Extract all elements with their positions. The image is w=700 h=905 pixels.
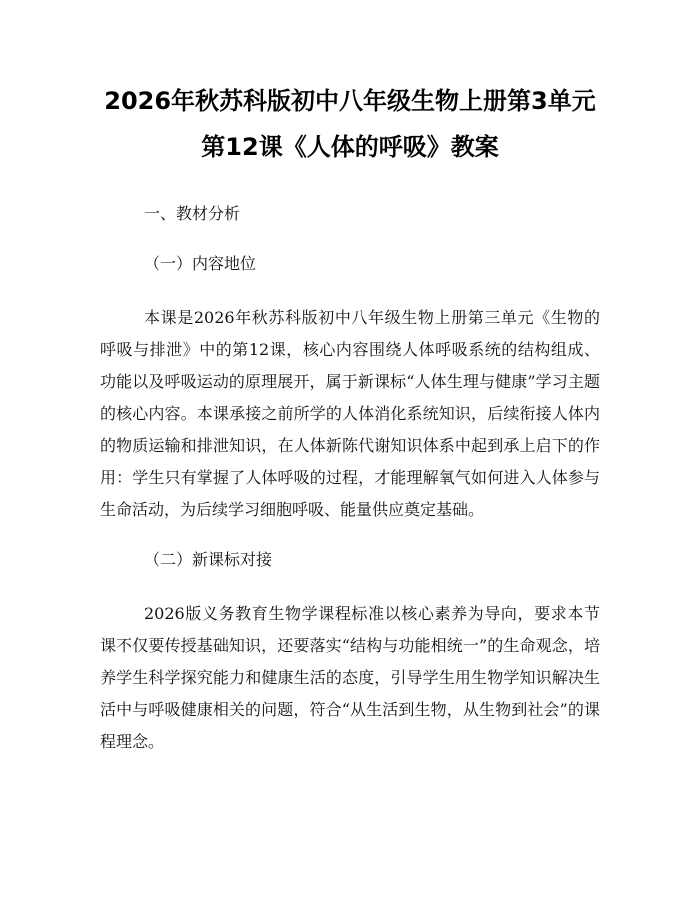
document-title: 2026年秋苏科版初中八年级生物上册第3单元第12课《人体的呼吸》教案	[104, 87, 596, 161]
paragraph-curriculum-standard: 2026版义务教育生物学课程标准以核心素养为导向，要求本节课不仅要传授基础知识，还要落实“结构与功能相统一”的生命观念，培养学生科学探究能力和健康生活的态度，引导学生用生物学知识解决生活中与呼吸健康相关的问题，符合“从生活到生物，从生物到社会”的课程理念。	[100, 604, 600, 751]
subsection-heading-content-position: （一）内容地位	[144, 254, 257, 273]
section-heading-textbook-analysis: 一、教材分析	[144, 204, 241, 223]
subsection-heading-curriculum-standard: （二）新课标对接	[144, 550, 273, 569]
paragraph-content-position: 本课是2026年秋苏科版初中八年级生物上册第三单元《生物的呼吸与排泄》中的第12课，核心内容围绕人体呼吸系统的结构组成、功能以及呼吸运动的原理展开，属于新课标“人体生理与健康”学习主题的核心内容。本课承接之前所学的人体消化系统知识，后续衔接人体内的物质运输和排泄知识，在人体新陈代谢知识体系中起到承上启下的作用：学生只有掌握了人体呼吸的过程，才能理解氧气如何进入人体参与生命活动，为后续学习细胞呼吸、能量供应奠定基础。	[100, 308, 600, 519]
